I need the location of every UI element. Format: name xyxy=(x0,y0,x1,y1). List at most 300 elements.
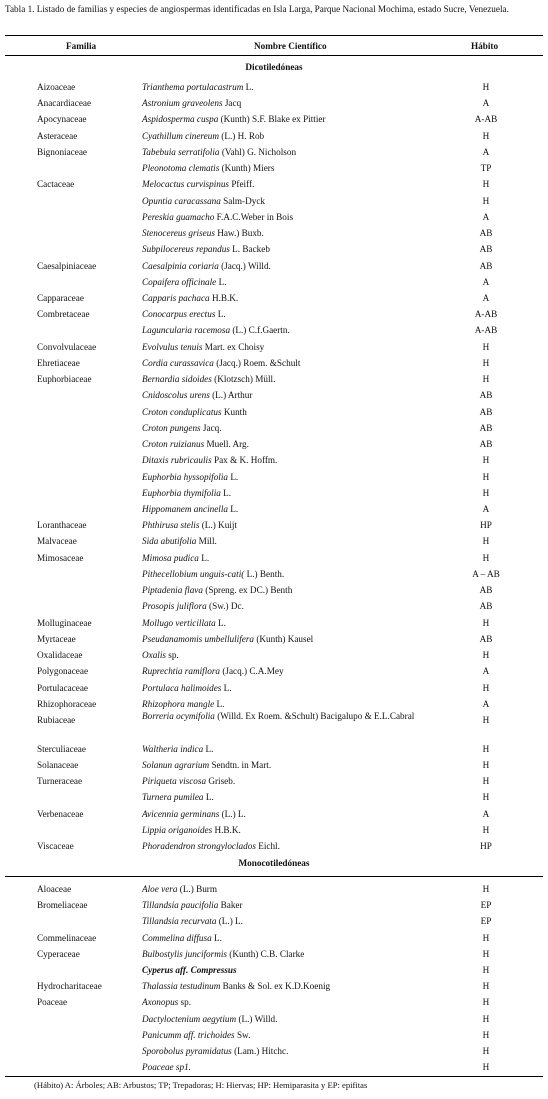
species-name: Pithecellobium unguis-cati( xyxy=(142,568,245,579)
habit-cell: H xyxy=(482,981,490,992)
species-name: Piptadenia flava xyxy=(142,585,203,596)
family-cell: Polygonaceae xyxy=(37,666,89,677)
table-row xyxy=(0,455,548,471)
table-row xyxy=(0,650,548,666)
table-row xyxy=(0,520,548,536)
table-row xyxy=(0,98,548,114)
scientific-name-cell xyxy=(142,711,432,721)
habit-cell: A-AB xyxy=(474,309,498,320)
table-row xyxy=(0,309,548,325)
species-name: Piriqueta viscosa xyxy=(142,776,207,787)
author-name: L. xyxy=(220,487,232,498)
scientific-name-cell xyxy=(142,618,432,629)
species-name: Pleonotoma clematis xyxy=(142,163,220,174)
species-name: Cyperus aff. Compressus xyxy=(142,965,237,975)
table-row xyxy=(0,439,548,455)
author-name: L. xyxy=(228,471,239,482)
species-name: Evolvulus tenuis xyxy=(142,341,203,352)
author-name: Kunth xyxy=(221,406,247,417)
family-cell: Cyperaceae xyxy=(37,948,80,959)
habit-cell: H xyxy=(482,341,490,352)
author-name: (Willd. Ex Roem. &Schult) Bacigalupo & E.L.Cabral xyxy=(214,710,415,721)
habit-cell: A xyxy=(482,666,490,677)
species-name: Caesalpinia coriaria xyxy=(142,260,219,271)
table-row xyxy=(0,792,548,808)
species-name: Commelina diffusa xyxy=(142,932,212,943)
habit-cell: H xyxy=(482,1062,490,1073)
table-row xyxy=(0,358,548,374)
table-row xyxy=(0,147,548,163)
species-name: Borreria ocymifolia xyxy=(142,710,215,721)
scientific-name-cell xyxy=(142,1030,432,1041)
habit-cell: H xyxy=(482,824,490,835)
family-cell: Solanaceae xyxy=(37,759,79,770)
family-cell: Bromeliaceae xyxy=(37,900,88,911)
table-row xyxy=(0,504,548,520)
table-row xyxy=(0,916,548,932)
author-name: L. xyxy=(216,276,227,287)
habit-cell: A xyxy=(482,292,490,303)
scientific-name-cell xyxy=(142,1014,432,1025)
scientific-name-cell xyxy=(142,488,432,499)
scientific-name-cell xyxy=(142,933,432,944)
species-name: Prosopis juliflora xyxy=(142,601,207,612)
species-name: Solanun agrarium xyxy=(142,759,210,770)
habit-cell: AB xyxy=(479,439,493,450)
scientific-name-cell xyxy=(142,504,432,515)
scientific-name-cell xyxy=(142,776,432,787)
header-habit: Hábito xyxy=(471,41,499,51)
family-cell: Asteraceae xyxy=(37,130,78,141)
scientific-name-cell xyxy=(142,884,432,895)
bottom-rule xyxy=(5,1076,543,1077)
habit-cell: H xyxy=(482,487,490,498)
habit-cell: H xyxy=(482,1013,490,1024)
header-scientific-name: Nombre Científico xyxy=(254,41,327,51)
species-name: Conocarpus erectus xyxy=(142,309,216,320)
scientific-name-cell xyxy=(142,147,432,158)
table-row xyxy=(0,981,548,997)
species-name: Ditaxis rubricaulis xyxy=(142,455,212,466)
family-cell: Malvaceae xyxy=(37,536,77,547)
author-name: (Spreng. ex DC.) Benth xyxy=(202,585,293,596)
table-row xyxy=(0,553,548,569)
habit-cell: A xyxy=(482,503,490,514)
scientific-name-cell xyxy=(142,455,432,466)
author-name: Mill. xyxy=(196,536,217,547)
scientific-name-cell xyxy=(142,997,432,1008)
species-name: Phoradendron strongyloclados xyxy=(142,841,256,852)
scientific-name-cell xyxy=(142,809,432,820)
author-name: sp. xyxy=(178,997,191,1008)
author-name: (Kunth) C.B. Clarke xyxy=(226,948,305,959)
author-name: (Jacq.) Roem. &Schult xyxy=(213,357,301,368)
habit-cell: A-AB xyxy=(474,114,498,125)
table-row xyxy=(0,683,548,699)
table-row xyxy=(0,293,548,309)
scientific-name-cell xyxy=(142,228,432,239)
species-name: Trianthema portulacastrum xyxy=(142,82,244,92)
table-row xyxy=(0,196,548,212)
author-name: (Vahl) G. Nicholson xyxy=(219,146,297,157)
author-name: H.B.K. xyxy=(209,292,239,303)
table-caption: Tabla 1. Listado de familias y especies de angiospermas identificadas en Isla Larga, Parque Nacional Mochima, estado Sucre, Venezuela. xyxy=(5,4,509,14)
author-name: Pax & K. Hoffm. xyxy=(211,455,278,466)
species-name: Turnera pumilea xyxy=(142,792,204,803)
habit-cell: H xyxy=(482,536,490,547)
table-row xyxy=(0,212,548,228)
table-row xyxy=(0,634,548,650)
family-cell: Viscaceae xyxy=(37,841,74,852)
habit-cell: H xyxy=(482,357,490,368)
scientific-name-cell xyxy=(142,374,432,385)
species-name: Tillandsia paucifolia xyxy=(142,900,219,911)
habit-cell: A xyxy=(482,698,490,709)
habit-cell: H xyxy=(482,759,490,770)
scientific-name-cell xyxy=(142,423,432,434)
author-name: (Kunth) Kausel xyxy=(254,633,314,644)
author-name: Mart. ex Choisy xyxy=(202,341,265,352)
table-row xyxy=(0,114,548,130)
habit-cell: H xyxy=(482,552,490,563)
author-name: Eichl. xyxy=(255,841,280,852)
species-name: Poaceae sp1. xyxy=(142,1062,191,1073)
habit-cell: A xyxy=(482,98,490,109)
author-name: (Jacq.) Willd. xyxy=(218,260,271,271)
scientific-name-cell xyxy=(142,342,432,353)
scientific-name-cell xyxy=(142,407,432,418)
scientific-name-cell xyxy=(142,900,432,911)
species-name: Waltheria indica xyxy=(142,743,204,754)
species-name: Croton ruizianus xyxy=(142,439,205,450)
scientific-name-cell xyxy=(142,520,432,531)
scientific-name-cell xyxy=(142,585,432,596)
habit-cell: H xyxy=(482,965,490,975)
habit-cell: H xyxy=(482,650,490,661)
table-row xyxy=(0,131,548,147)
species-name: Bulbostylis junciformis xyxy=(142,948,227,959)
family-cell: Oxalidaceae xyxy=(37,650,83,661)
species-name: Sida abutifolia xyxy=(142,536,197,547)
table-row xyxy=(0,825,548,841)
scientific-name-cell xyxy=(142,841,432,852)
author-name: L.) Benth. xyxy=(244,568,285,579)
species-name: Thalassia testudinum xyxy=(142,981,221,992)
author-name: L. xyxy=(215,309,226,320)
habit-cell: H xyxy=(482,130,490,141)
table-row xyxy=(0,949,548,965)
table-row xyxy=(0,1014,548,1030)
scientific-name-cell xyxy=(142,792,432,803)
scientific-name-cell xyxy=(142,634,432,645)
scientific-name-cell xyxy=(142,760,432,771)
table-row xyxy=(0,342,548,358)
habit-cell: AB xyxy=(479,422,493,433)
family-cell: Convolvulaceae xyxy=(37,341,97,352)
scientific-name-cell xyxy=(142,325,432,336)
author-name: L. xyxy=(203,743,214,754)
family-cell: Mimosaceae xyxy=(37,552,84,563)
table-row xyxy=(0,997,548,1013)
habit-cell: H xyxy=(482,884,490,894)
header-family: Familia xyxy=(66,41,97,51)
habit-cell: H xyxy=(482,997,490,1008)
author-name: Sw. xyxy=(234,1029,251,1040)
species-name: Avicennia germinans xyxy=(142,808,220,819)
table-row xyxy=(0,710,548,731)
scientific-name-cell xyxy=(142,666,432,677)
scientific-name-cell xyxy=(142,277,432,288)
table-row xyxy=(0,900,548,916)
species-name: Croton pungens xyxy=(142,422,201,433)
author-name: Jacq. xyxy=(200,422,222,433)
author-name: L. xyxy=(211,932,222,943)
table-row xyxy=(0,423,548,439)
author-name: F.A.C.Weber in Bois xyxy=(214,211,294,222)
habit-cell: A xyxy=(482,211,490,222)
species-name: Rhizophora mangle xyxy=(142,698,215,709)
scientific-name-cell xyxy=(142,825,432,836)
family-cell: Portulacaceae xyxy=(37,682,89,693)
scientific-name-cell xyxy=(142,536,432,547)
author-name: (Lam.) Hitchc. xyxy=(231,1046,289,1056)
author-name: (Jacq.) C.A.Mey xyxy=(220,666,284,677)
habit-cell: H xyxy=(482,374,490,385)
table-row xyxy=(0,933,548,949)
family-cell: Molluginaceae xyxy=(37,617,92,628)
family-cell: Ehretiaceae xyxy=(37,357,80,368)
author-name: (L.) C.f.Gaertn. xyxy=(230,325,290,336)
family-cell: Rubiaceae xyxy=(37,714,76,725)
table-row xyxy=(0,261,548,277)
species-name: Aspidosperma cuspa xyxy=(142,114,219,125)
habit-cell: H xyxy=(482,682,490,693)
table-row xyxy=(0,585,548,601)
species-name: Tabebuia serratifolia xyxy=(142,146,220,157)
table-row xyxy=(0,536,548,552)
author-name: Pfeiff. xyxy=(229,179,255,190)
author-name: (L.) Burm xyxy=(177,884,218,894)
scientific-name-cell xyxy=(142,439,432,450)
scientific-name-cell xyxy=(142,472,432,483)
species-name: Lippia origanoides xyxy=(142,824,213,835)
habit-cell: AB xyxy=(479,260,493,271)
author-name: Jacq xyxy=(222,98,242,109)
table-row xyxy=(0,82,548,98)
species-name: Copaifera officinale xyxy=(142,276,217,287)
author-name: Salm-Dyck xyxy=(220,195,266,206)
species-name: Stenocereus griseus xyxy=(142,228,215,239)
scientific-name-cell xyxy=(142,949,432,960)
habit-cell: H xyxy=(482,1046,490,1056)
species-name: Pereskia guamacho xyxy=(142,211,215,222)
family-cell: Myrtaceae xyxy=(37,633,76,644)
scientific-name-cell xyxy=(142,390,432,401)
species-name: Astronium graveolens xyxy=(142,98,223,109)
species-name: Panicumm aff. trichoides xyxy=(142,1029,235,1040)
author-name: Muell. Arg. xyxy=(204,439,249,450)
scientific-name-cell xyxy=(142,293,432,304)
habit-cell: HP xyxy=(480,841,492,852)
habit-cell: H xyxy=(482,792,490,803)
family-cell: Commelinaceae xyxy=(37,932,97,943)
scientific-name-cell xyxy=(142,114,432,125)
table-row xyxy=(0,760,548,776)
scientific-name-cell xyxy=(142,1046,432,1057)
habit-cell: H xyxy=(482,948,490,959)
family-cell: Caesalpiniaceae xyxy=(37,260,97,271)
species-name: Capparis pachaca xyxy=(142,292,210,303)
author-name: (Klotzsch) Müll. xyxy=(211,374,276,385)
author-name: (L.) H. Rob xyxy=(218,130,265,141)
table-row xyxy=(0,407,548,423)
habit-cell: H xyxy=(482,179,490,190)
species-name: Tillandsia recurvata xyxy=(142,916,217,927)
family-cell: Anacardiaceae xyxy=(37,98,92,109)
author-name: (Sw.) Dc. xyxy=(206,601,244,612)
habit-cell: H xyxy=(482,455,490,466)
author-name: Haw.) Buxb. xyxy=(214,228,264,239)
scientific-name-cell xyxy=(142,212,432,223)
species-name: Mimosa pudica xyxy=(142,552,199,563)
table-footnote: (Hábito) A: Árboles; AB: Arbustos; TP; Trepadoras; H: Hiervas; HP: Hemiparasita y EP: epifitas xyxy=(34,1080,368,1090)
family-cell: Combretaceae xyxy=(37,309,90,320)
author-name: sp. xyxy=(166,650,179,661)
author-name: (Kunth) Miers xyxy=(219,163,275,174)
scientific-name-cell xyxy=(142,699,432,710)
habit-cell: TP xyxy=(480,163,492,174)
habit-cell: AB xyxy=(479,406,493,417)
table-row xyxy=(0,472,548,488)
author-name: Banks & Sol. ex K.D.Koenig xyxy=(220,981,331,992)
habit-cell: H xyxy=(482,1029,490,1040)
scientific-name-cell xyxy=(142,650,432,661)
section-rule xyxy=(5,876,543,877)
species-name: Cordia curassavica xyxy=(142,357,214,368)
author-name: L. xyxy=(221,682,232,693)
table-row xyxy=(0,244,548,260)
table-row xyxy=(0,325,548,341)
scientific-name-cell xyxy=(142,744,432,755)
author-name: L. xyxy=(215,617,226,628)
habit-cell: H xyxy=(482,471,490,482)
table-row xyxy=(0,163,548,179)
scientific-name-cell xyxy=(142,196,432,207)
habit-cell: EP xyxy=(480,916,492,927)
author-name: (Kunth) S.F. Blake ex Pittier xyxy=(218,114,326,125)
scientific-name-cell xyxy=(142,358,432,369)
author-name: (L.) Arthur xyxy=(209,390,253,401)
habit-cell: A – AB xyxy=(472,568,500,579)
family-cell: Apocynaceae xyxy=(37,114,87,125)
author-name: (L.) Kuijt xyxy=(199,520,237,531)
table-row xyxy=(0,884,548,900)
family-cell: Capparaceae xyxy=(37,292,84,303)
table-row xyxy=(0,618,548,634)
author-name: Baker xyxy=(218,900,243,911)
author-name: (L.) Willd. xyxy=(236,1013,278,1024)
habit-cell: H xyxy=(482,617,490,628)
author-name: L. xyxy=(243,82,254,92)
scientific-name-cell xyxy=(142,82,432,93)
author-name: Sendtn. in Mart. xyxy=(209,759,272,770)
table-row xyxy=(0,841,548,857)
species-name: Croton conduplicatus xyxy=(142,406,222,417)
section-title: Monocotiledóneas xyxy=(238,858,310,868)
scientific-name-cell xyxy=(142,261,432,272)
species-name: Euphorbia thymifolia xyxy=(142,487,221,498)
habit-cell: H xyxy=(482,743,490,754)
scientific-name-cell xyxy=(142,179,432,190)
family-cell: Aloaceae xyxy=(37,884,72,894)
species-name: Mollugo verticillata xyxy=(142,617,216,628)
table-row xyxy=(0,179,548,195)
scientific-name-cell xyxy=(142,569,432,580)
species-name: Hippomanem ancinella xyxy=(142,503,228,514)
table-row xyxy=(0,776,548,792)
habit-cell: A xyxy=(482,146,490,157)
species-name: Sporobolus pyramidatus xyxy=(142,1046,232,1056)
top-rule xyxy=(5,35,543,36)
scientific-name-cell xyxy=(142,1062,432,1073)
author-name: L. xyxy=(203,792,214,803)
author-name: L. xyxy=(214,698,225,709)
table-row xyxy=(0,390,548,406)
family-cell: Euphorbiaceae xyxy=(37,374,92,385)
habit-cell: A-AB xyxy=(474,325,498,336)
species-name: Opuntia caracassana xyxy=(142,195,221,206)
species-name: Subpilocereus repandus xyxy=(142,244,230,255)
family-cell: Turneraceae xyxy=(37,776,83,787)
habit-cell: AB xyxy=(479,228,493,239)
species-name: Dactyloctenium aegytium xyxy=(142,1013,237,1024)
habit-cell: A xyxy=(482,276,490,287)
author-name: H.B.K. xyxy=(212,824,241,835)
habit-cell: AB xyxy=(479,585,493,596)
scientific-name-cell xyxy=(142,163,432,174)
species-name: Melocactus curvispinus xyxy=(142,179,230,190)
table-row xyxy=(0,228,548,244)
table-row xyxy=(0,488,548,504)
species-name: Cyathillum cinereum xyxy=(142,130,219,141)
family-cell: Aizoaceae xyxy=(37,82,76,92)
table-row xyxy=(0,601,548,617)
family-cell: Rhizophoraceae xyxy=(37,698,97,709)
table-row xyxy=(0,374,548,390)
habit-cell: AB xyxy=(479,633,493,644)
table-row xyxy=(0,809,548,825)
author-name: (L.) L. xyxy=(216,916,243,927)
scientific-name-cell xyxy=(142,601,432,612)
species-name: Aloe vera xyxy=(142,884,178,894)
family-cell: Hydrocharitaceae xyxy=(37,981,102,992)
scientific-name-cell xyxy=(142,916,432,927)
family-cell: Poaceae xyxy=(37,997,68,1008)
header-rule xyxy=(5,55,543,56)
habit-cell: AB xyxy=(479,390,493,401)
author-name: L. xyxy=(228,503,239,514)
scientific-name-cell xyxy=(142,981,432,992)
family-cell: Verbenaceae xyxy=(37,808,84,819)
habit-cell: H xyxy=(482,195,490,206)
table-row xyxy=(0,744,548,760)
table-row xyxy=(0,965,548,981)
species-name: Pseudanamomis umbellulifera xyxy=(142,633,255,644)
habit-cell: AB xyxy=(479,601,493,612)
scientific-name-cell xyxy=(142,683,432,694)
scientific-name-cell xyxy=(142,309,432,320)
habit-cell: H xyxy=(482,932,490,943)
